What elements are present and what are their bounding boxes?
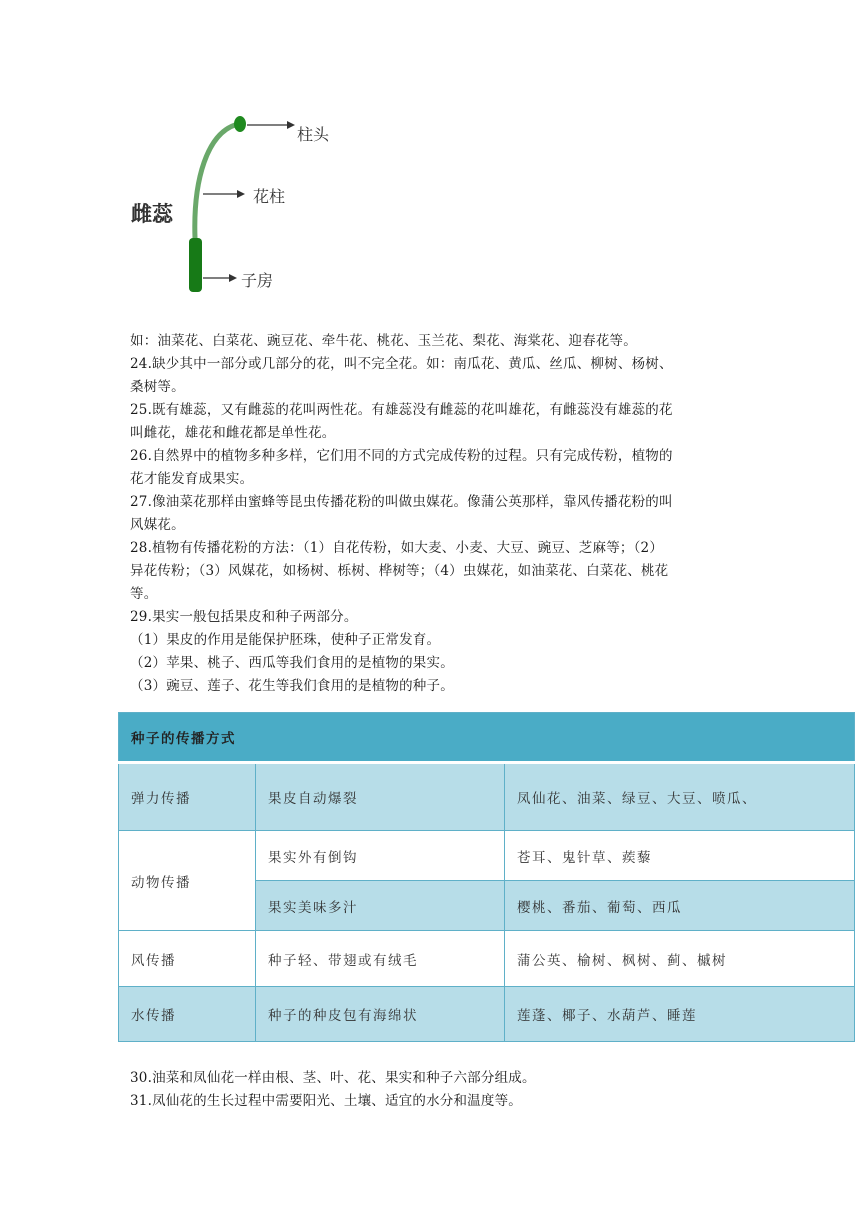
text-line: 25.既有雄蕊，又有雌蕊的花叫两性花。有雄蕊没有雌蕊的花叫雄花，有雌蕊没有雄蕊的花 — [130, 402, 673, 418]
diagram-title: 雌蕊 — [131, 202, 173, 226]
text-line: （2）苹果、桃子、西瓜等我们食用的是植物的果实。 — [130, 655, 454, 671]
text-line: 异花传粉；（3）风媒花，如杨树、栎树、桦树等；（4）虫媒花，如油菜花、白菜花、桃花 — [130, 563, 669, 579]
method-cell: 水传播 — [119, 987, 256, 1042]
paragraph-25 — [130, 399, 740, 445]
feature-cell: 果实美味多汁 — [256, 881, 505, 931]
table-row — [119, 831, 855, 881]
examples-cell: 凤仙花、油菜、绿豆、大豆、喷瓜、 — [505, 763, 855, 831]
method-cell: 动物传播 — [119, 831, 256, 931]
text-line: 29.果实一般包括果皮和种子两部分。 — [130, 609, 358, 625]
paragraph-24 — [130, 353, 740, 399]
feature-cell: 种子的种皮包有海绵状 — [256, 987, 505, 1042]
pistil-diagram — [125, 110, 345, 300]
table-row — [119, 931, 855, 987]
text-line: 26.自然界中的植物多种多样，它们用不同的方式完成传粉的过程。只有完成传粉，植物的 — [130, 448, 673, 464]
ovary-arrowhead — [229, 274, 237, 282]
feature-cell: 果实外有倒钩 — [256, 831, 505, 881]
paragraph-30-31 — [130, 1067, 740, 1113]
label-stigma: 柱头 — [297, 125, 330, 144]
examples-cell: 苍耳、鬼针草、蒺藜 — [505, 831, 855, 881]
text-line: 叫雌花，雄花和雌花都是单性花。 — [130, 425, 336, 441]
text-line: 27.像油菜花那样由蜜蜂等昆虫传播花粉的叫做虫媒花。像蒲公英那样，靠风传播花粉的叫 — [130, 494, 673, 510]
table-title: 种子的传播方式 — [119, 713, 855, 763]
method-cell: 弹力传播 — [119, 763, 256, 831]
paragraph-28 — [130, 537, 740, 606]
label-style: 花柱 — [253, 187, 286, 206]
text-line: （1）果皮的作用是能保护胚珠，使种子正常发育。 — [130, 632, 441, 648]
feature-cell: 种子轻、带翅或有绒毛 — [256, 931, 505, 987]
paragraph-29 — [130, 606, 740, 698]
table-row — [119, 763, 855, 831]
ovary-shape — [189, 238, 202, 292]
text-line: 31.凤仙花的生长过程中需要阳光、土壤、适宜的水分和温度等。 — [130, 1093, 522, 1109]
stigma-arrowhead — [287, 121, 295, 129]
stigma-shape — [234, 116, 246, 132]
label-ovary: 子房 — [241, 271, 274, 290]
text-line: 28.植物有传播花粉的方法：（1）自花传粉，如大麦、小麦、大豆、豌豆、芝麻等；（2） — [130, 540, 664, 556]
seed-dispersal-table — [118, 712, 855, 1042]
style-arrowhead — [237, 190, 245, 198]
table-row — [119, 987, 855, 1042]
examples-cell: 莲蓬、椰子、水葫芦、睡莲 — [505, 987, 855, 1042]
method-cell: 风传播 — [119, 931, 256, 987]
text-line: 花才能发育成果实。 — [130, 471, 254, 487]
text-line: 桑树等。 — [130, 379, 185, 395]
style-stalk — [195, 124, 238, 238]
table-header-row — [119, 713, 855, 763]
text-line: 等。 — [130, 586, 158, 602]
text-line: （3）豌豆、莲子、花生等我们食用的是植物的种子。 — [130, 678, 454, 694]
text-line: 风媒花。 — [130, 517, 185, 533]
examples-cell: 樱桃、番茄、葡萄、西瓜 — [505, 881, 855, 931]
paragraph-27 — [130, 491, 740, 537]
paragraph-example — [130, 330, 740, 353]
examples-cell: 蒲公英、榆树、枫树、蓟、槭树 — [505, 931, 855, 987]
feature-cell: 果皮自动爆裂 — [256, 763, 505, 831]
text-line: 30.油菜和凤仙花一样由根、茎、叶、花、果实和种子六部分组成。 — [130, 1070, 536, 1086]
text-line: 24.缺少其中一部分或几部分的花，叫不完全花。如：南瓜花、黄瓜、丝瓜、柳树、杨树、 — [130, 356, 673, 372]
text-line: 如：油菜花、白菜花、豌豆花、牵牛花、桃花、玉兰花、梨花、海棠花、迎春花等。 — [130, 333, 637, 349]
paragraph-26 — [130, 445, 740, 491]
